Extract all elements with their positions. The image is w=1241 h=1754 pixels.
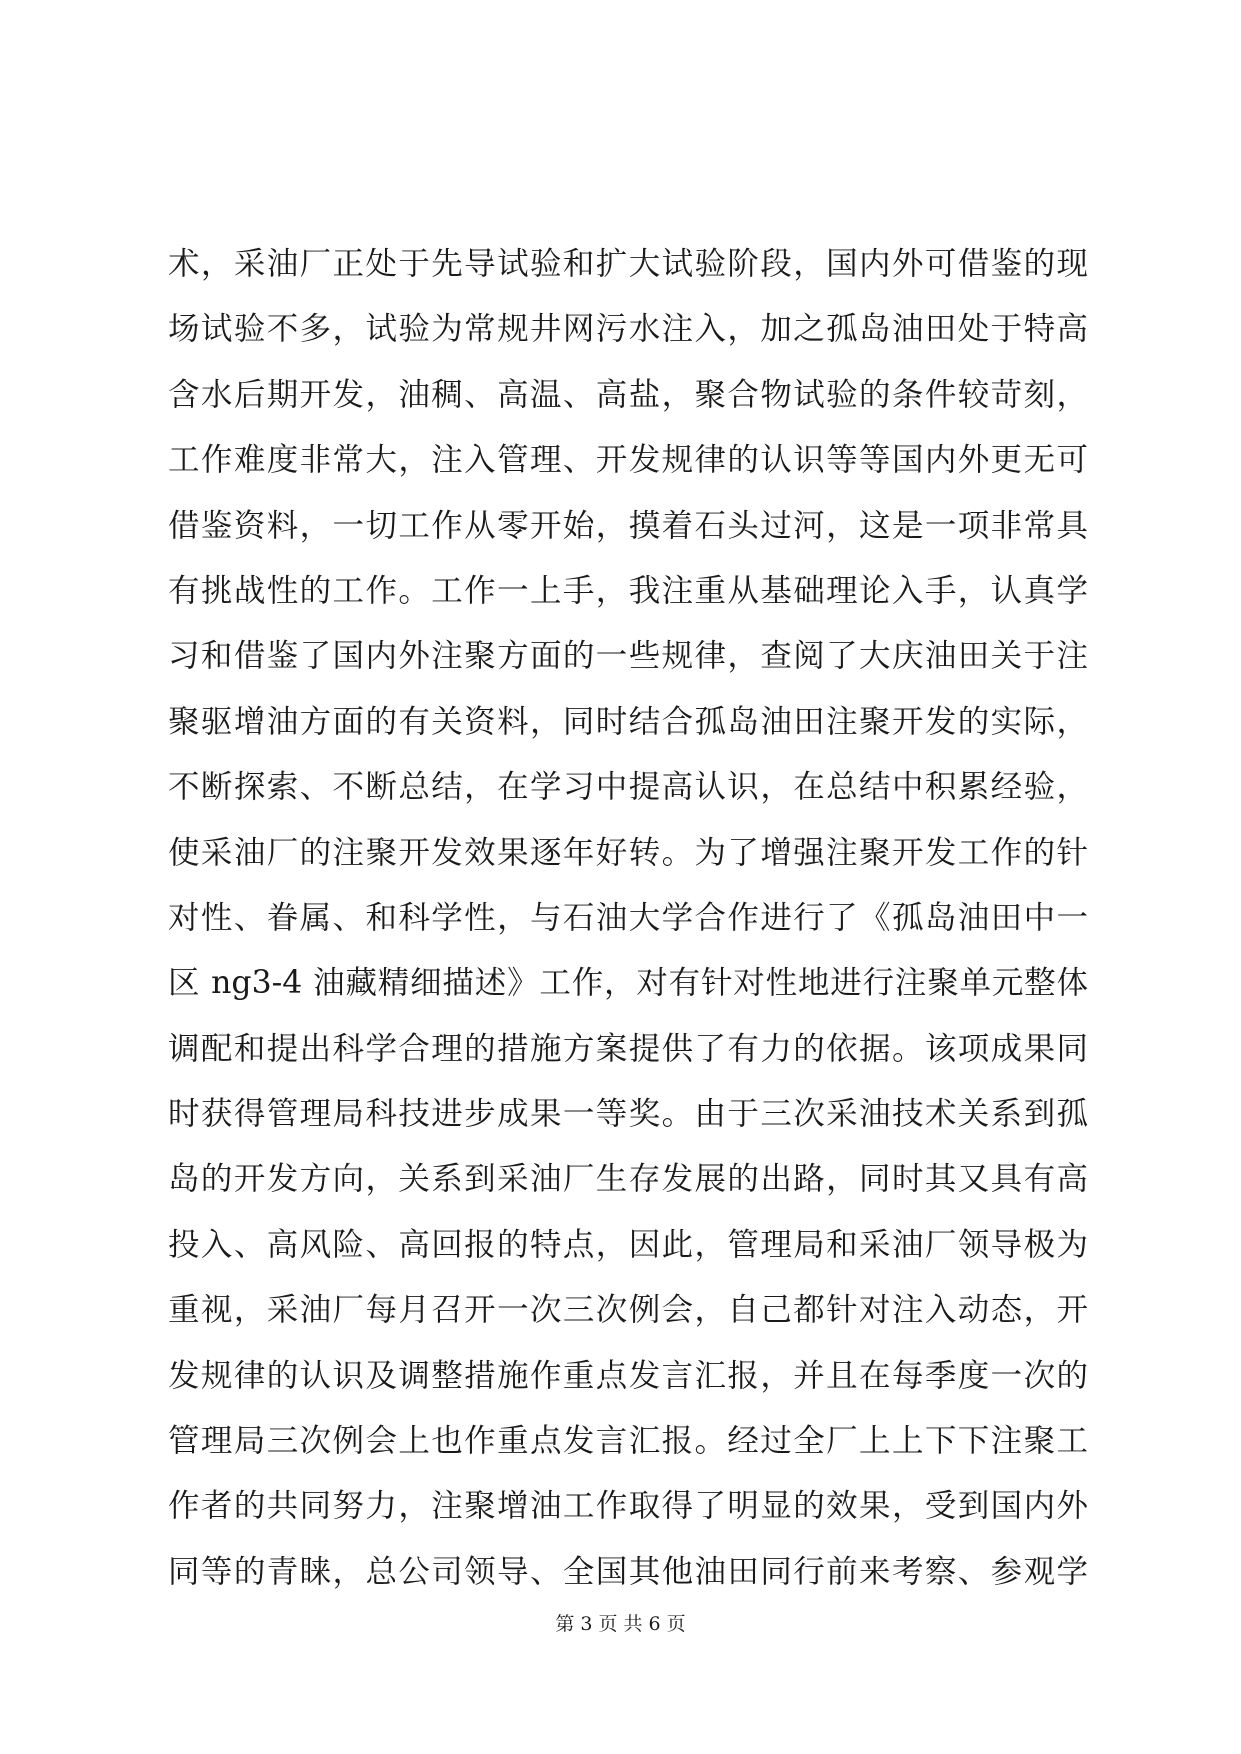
text-line: 作者的共同努力，注聚增油工作取得了明显的效果，受到国内外 bbox=[168, 1488, 1088, 1525]
page-footer bbox=[0, 1612, 1241, 1636]
text-line: 重视，采油厂每月召开一次三次例会，自己都针对注入动态，开 bbox=[168, 1292, 1088, 1329]
text-line: 不断探索、不断总结，在学习中提高认识，在总结中积累经验， bbox=[168, 769, 1088, 806]
text-line: 岛的开发方向，关系到采油厂生存发展的出路，同时其又具有高 bbox=[168, 1161, 1088, 1198]
text-line: 发规律的认识及调整措施作重点发言汇报，并且在每季度一次的 bbox=[168, 1357, 1088, 1394]
page-number-indicator: 第 3 页 共 6 页 bbox=[555, 1613, 686, 1635]
text-line: 聚驱增油方面的有关资料，同时结合孤岛油田注聚开发的实际， bbox=[168, 703, 1088, 740]
text-line: 区 ng3-4 油藏精细描述》工作，对有针对性地进行注聚单元整体 bbox=[168, 965, 1088, 1002]
text-line: 借鉴资料，一切工作从零开始，摸着石头过河，这是一项非常具 bbox=[168, 507, 1088, 544]
text-line: 时获得管理局科技进步成果一等奖。由于三次采油技术关系到孤 bbox=[168, 1096, 1088, 1133]
text-line: 对性、眷属、和科学性，与石油大学合作进行了《孤岛油田中一 bbox=[168, 899, 1088, 936]
text-line: 管理局三次例会上也作重点发言汇报。经过全厂上上下下注聚工 bbox=[168, 1423, 1088, 1460]
text-line: 工作难度非常大，注入管理、开发规律的认识等等国内外更无可 bbox=[168, 442, 1088, 479]
text-line: 调配和提出科学合理的措施方案提供了有力的依据。该项成果同 bbox=[168, 1030, 1088, 1067]
text-line: 含水后期开发，油稠、高温、高盐，聚合物试验的条件较苛刻， bbox=[168, 376, 1088, 413]
text-line: 场试验不多，试验为常规井网污水注入，加之孤岛油田处于特高 bbox=[168, 311, 1088, 348]
text-line: 有挑战性的工作。工作一上手，我注重从基础理论入手，认真学 bbox=[168, 572, 1088, 609]
text-line: 术，采油厂正处于先导试验和扩大试验阶段，国内外可借鉴的现 bbox=[168, 246, 1088, 282]
text-line: 习和借鉴了国内外注聚方面的一些规律，查阅了大庆油田关于注 bbox=[168, 638, 1088, 675]
text-line: 同等的青睐，总公司领导、全国其他油田同行前来考察、参观学 bbox=[168, 1553, 1088, 1590]
text-line: 投入、高风险、高回报的特点，因此，管理局和采油厂领导极为 bbox=[168, 1226, 1088, 1263]
text-line: 使采油厂的注聚开发效果逐年好转。为了增强注聚开发工作的针 bbox=[168, 834, 1088, 871]
body-paragraph bbox=[168, 232, 1088, 1605]
